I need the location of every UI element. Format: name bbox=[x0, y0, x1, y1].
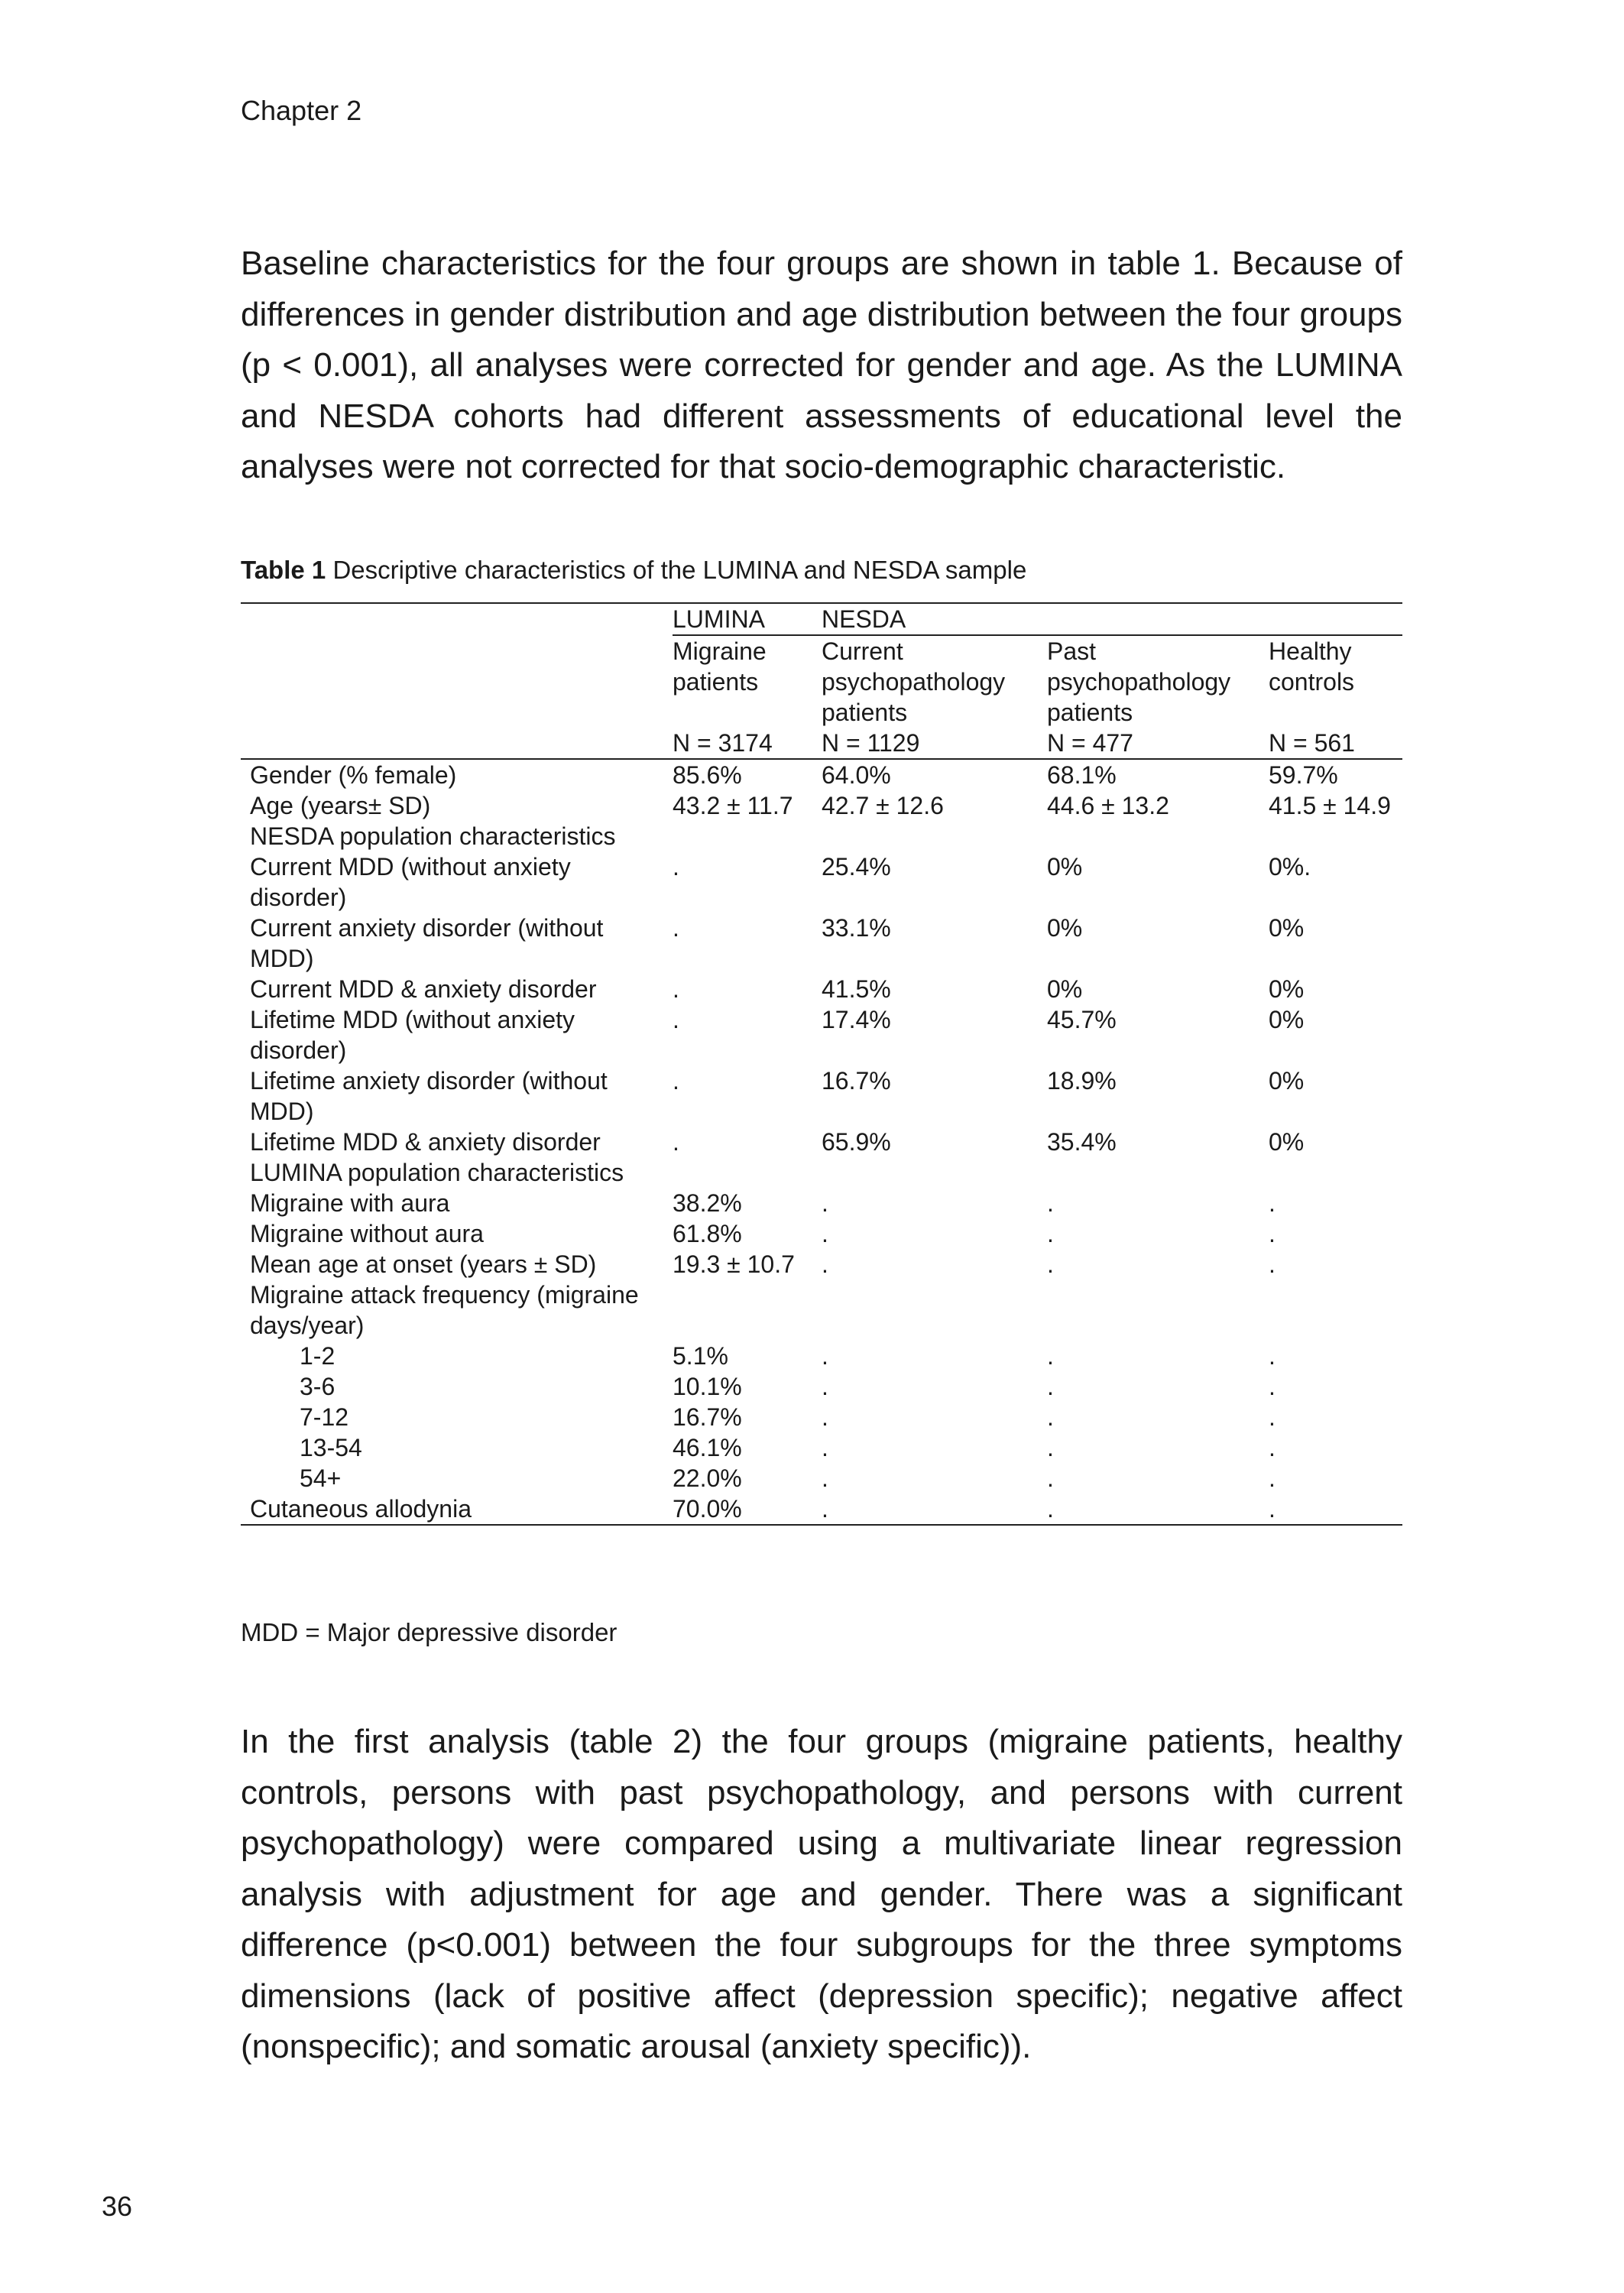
table-row bbox=[241, 974, 1402, 1004]
cell-value: 16.7% bbox=[822, 1067, 891, 1095]
table-row bbox=[241, 1004, 1402, 1065]
cohort-header-row bbox=[241, 603, 1402, 635]
row-label: Lifetime MDD & anxiety disorder bbox=[250, 1128, 601, 1156]
cell-value: 33.1% bbox=[822, 914, 891, 942]
group-header-row bbox=[241, 635, 1402, 728]
cell-value: . bbox=[822, 1250, 828, 1278]
cell-value: . bbox=[1047, 1403, 1054, 1431]
cell-value: . bbox=[1269, 1220, 1276, 1247]
cell-value: 41.5% bbox=[822, 975, 891, 1003]
cell-value: 59.7% bbox=[1269, 761, 1338, 789]
cell-value: . bbox=[1047, 1494, 1269, 1525]
cell-value: . bbox=[1047, 1342, 1054, 1370]
cell-value: . bbox=[1269, 1189, 1276, 1217]
cell-value: . bbox=[822, 1434, 828, 1461]
row-label: Migraine attack frequency (migraine days/year) bbox=[250, 1281, 639, 1339]
cell-value: 0% bbox=[1269, 1067, 1305, 1095]
cell-value: 0%. bbox=[1269, 853, 1311, 881]
cell-value: . bbox=[1269, 1403, 1276, 1431]
row-label: NESDA population characteristics bbox=[250, 822, 616, 850]
table-row bbox=[241, 1463, 1402, 1494]
table-row bbox=[241, 1249, 1402, 1279]
group-line: patients bbox=[822, 699, 908, 726]
cell-value: 41.5 ± 14.9 bbox=[1269, 792, 1391, 819]
cell-value: 46.1% bbox=[673, 1434, 742, 1461]
cell-value: . bbox=[1269, 1342, 1276, 1370]
cell-value: 38.2% bbox=[673, 1189, 742, 1217]
cell-value: . bbox=[1047, 1434, 1054, 1461]
row-label: Lifetime MDD (without anxiety disorder) bbox=[250, 1006, 575, 1064]
cell-value: . bbox=[822, 1403, 828, 1431]
table-caption-text: Descriptive characteristics of the LUMINA and NESDA sample bbox=[332, 556, 1027, 584]
row-label: Current MDD (without anxiety disorder) bbox=[250, 853, 571, 911]
cell-value: 61.8% bbox=[673, 1220, 742, 1247]
cell-value: . bbox=[822, 1494, 1047, 1525]
cell-value: 65.9% bbox=[822, 1128, 891, 1156]
group-line: controls bbox=[1269, 668, 1355, 696]
table-caption-label: Table 1 bbox=[241, 556, 326, 584]
cell-value: 10.1% bbox=[673, 1373, 742, 1400]
cell-value: . bbox=[822, 1464, 828, 1492]
table-row bbox=[241, 1341, 1402, 1371]
row-label: LUMINA population characteristics bbox=[250, 1159, 624, 1186]
cell-value: . bbox=[673, 1128, 679, 1156]
cell-value bbox=[673, 1279, 822, 1341]
cell-value: 22.0% bbox=[673, 1464, 742, 1492]
cell-value bbox=[822, 821, 1047, 851]
table-row bbox=[241, 851, 1402, 913]
cell-value: 64.0% bbox=[822, 761, 891, 789]
cell-value: 0% bbox=[1269, 975, 1305, 1003]
cell-value: 43.2 ± 11.7 bbox=[673, 792, 793, 819]
cell-value bbox=[1269, 821, 1402, 851]
table-footnote: MDD = Major depressive disorder bbox=[241, 1618, 618, 1646]
group-line: Current bbox=[822, 637, 903, 665]
cell-value: 70.0% bbox=[673, 1494, 822, 1525]
cell-value: 68.1% bbox=[1047, 761, 1117, 789]
cell-value: 35.4% bbox=[1047, 1128, 1117, 1156]
cell-value: . bbox=[822, 1373, 828, 1400]
table-row bbox=[241, 1218, 1402, 1249]
cell-value: 16.7% bbox=[673, 1403, 742, 1431]
group-line: patients bbox=[1047, 699, 1133, 726]
cell-value: . bbox=[1269, 1250, 1276, 1278]
cell-value: . bbox=[1047, 1373, 1054, 1400]
table-row bbox=[241, 759, 1402, 790]
row-label: Migraine without aura bbox=[250, 1220, 484, 1247]
table-row bbox=[241, 1371, 1402, 1402]
row-label: Cutaneous allodynia bbox=[241, 1494, 673, 1525]
cell-value bbox=[1047, 1279, 1269, 1341]
paragraph-first-analysis: In the first analysis (table 2) the four groups (migraine patients, healthy controls, persons with past psychopathology, and persons with current psychopathology) were compared using a multivariate linear regression analysis with adjustment for age and gender. There was a significant difference (p<0.001) between the four subgroups for the three symptoms dimensions (lack of positive affect (depression specific); negative affect (nonspecific); and somatic arousal (anxiety specific)). bbox=[241, 1723, 1402, 2065]
cell-value: . bbox=[1269, 1494, 1402, 1525]
group-line: psychopathology bbox=[822, 668, 1006, 696]
cell-value: 5.1% bbox=[673, 1342, 728, 1370]
sample-size: N = 477 bbox=[1047, 728, 1269, 759]
row-label: 1-2 bbox=[300, 1342, 335, 1370]
cell-value: . bbox=[673, 914, 679, 942]
cell-value: . bbox=[1047, 1464, 1054, 1492]
row-label: Age (years± SD) bbox=[250, 792, 431, 819]
running-head: Chapter 2 bbox=[241, 95, 362, 126]
table-row bbox=[241, 1188, 1402, 1218]
group-past-psychopathology bbox=[1047, 635, 1269, 728]
cell-value: . bbox=[1269, 1434, 1276, 1461]
group-line: psychopathology bbox=[1047, 668, 1231, 696]
row-label: 13-54 bbox=[300, 1434, 362, 1461]
cell-value: . bbox=[1047, 1189, 1054, 1217]
cell-value bbox=[1047, 821, 1269, 851]
cell-value: 45.7% bbox=[1047, 1006, 1117, 1033]
group-migraine-patients bbox=[673, 635, 822, 728]
cell-value: . bbox=[1047, 1250, 1054, 1278]
cell-value bbox=[1269, 1157, 1402, 1188]
cell-value bbox=[673, 1157, 822, 1188]
cell-value: 0% bbox=[1047, 975, 1083, 1003]
group-line: Migraine bbox=[673, 637, 767, 665]
table-row bbox=[241, 1157, 1402, 1188]
descriptive-table bbox=[241, 602, 1402, 1526]
cell-value: . bbox=[1269, 1464, 1276, 1492]
sample-size: N = 1129 bbox=[822, 728, 1047, 759]
cell-value bbox=[822, 1279, 1047, 1341]
cell-value: 17.4% bbox=[822, 1006, 891, 1033]
cell-value: 44.6 ± 13.2 bbox=[1047, 792, 1169, 819]
cell-value: . bbox=[673, 975, 679, 1003]
cell-value: 42.7 ± 12.6 bbox=[822, 792, 944, 819]
cell-value: 0% bbox=[1047, 914, 1083, 942]
group-line: Healthy bbox=[1269, 637, 1352, 665]
cell-value: . bbox=[1269, 1373, 1276, 1400]
row-label: Lifetime anxiety disorder (without MDD) bbox=[250, 1067, 608, 1125]
sample-size: N = 3174 bbox=[673, 728, 822, 759]
row-label: Gender (% female) bbox=[250, 761, 457, 789]
row-label: Migraine with aura bbox=[250, 1189, 450, 1217]
group-line: Past bbox=[1047, 637, 1097, 665]
table-row bbox=[241, 1127, 1402, 1157]
table-row bbox=[241, 1432, 1402, 1463]
cell-value: . bbox=[673, 1006, 679, 1033]
cell-value: 0% bbox=[1269, 1128, 1305, 1156]
cell-value bbox=[1269, 1279, 1402, 1341]
sample-size-row bbox=[241, 728, 1402, 759]
cell-value: . bbox=[673, 1067, 679, 1095]
table-row bbox=[241, 821, 1402, 851]
paragraph-baseline: Baseline characteristics for the four groups are shown in table 1. Because of differences in gender distribution and age distribution between the four groups (p < 0.001), all analyses were corrected for gender and age. As the LUMINA and NESDA cohorts had different assessments of educational level the analyses were not corrected for that socio-demographic characteristic. bbox=[241, 245, 1402, 485]
table-row bbox=[241, 1279, 1402, 1341]
table-row bbox=[241, 913, 1402, 974]
cell-value bbox=[1047, 1157, 1269, 1188]
cell-value: 0% bbox=[1047, 853, 1083, 881]
table-row bbox=[241, 1065, 1402, 1127]
cell-value bbox=[822, 1157, 1047, 1188]
row-label: 3-6 bbox=[300, 1373, 335, 1400]
cell-value: 18.9% bbox=[1047, 1067, 1117, 1095]
group-current-psychopathology bbox=[822, 635, 1047, 728]
group-line: patients bbox=[673, 668, 759, 696]
cell-value: . bbox=[822, 1342, 828, 1370]
table-row bbox=[241, 1402, 1402, 1432]
row-label: Current MDD & anxiety disorder bbox=[250, 975, 597, 1003]
cell-value: . bbox=[822, 1189, 828, 1217]
row-label: 7-12 bbox=[300, 1403, 349, 1431]
cell-value: 0% bbox=[1269, 1006, 1305, 1033]
group-healthy-controls bbox=[1269, 635, 1402, 728]
page-number: 36 bbox=[102, 2191, 133, 2222]
table-caption bbox=[241, 556, 1026, 585]
cell-value: 0% bbox=[1269, 914, 1305, 942]
table-row bbox=[241, 1494, 1402, 1525]
cell-value bbox=[673, 821, 822, 851]
cell-value: 19.3 ± 10.7 bbox=[673, 1250, 795, 1278]
cell-value: 85.6% bbox=[673, 761, 742, 789]
cell-value: 25.4% bbox=[822, 853, 891, 881]
cell-value: . bbox=[1047, 1220, 1054, 1247]
row-label: 54+ bbox=[300, 1464, 342, 1492]
cell-value: . bbox=[673, 853, 679, 881]
sample-size: N = 561 bbox=[1269, 728, 1402, 759]
cohort-lumina: LUMINA bbox=[673, 603, 822, 635]
row-label: Mean age at onset (years ± SD) bbox=[250, 1250, 597, 1278]
cell-value: . bbox=[822, 1220, 828, 1247]
cohort-nesda: NESDA bbox=[822, 603, 1402, 635]
table-body bbox=[241, 759, 1402, 1525]
row-label: Current anxiety disorder (without MDD) bbox=[250, 914, 604, 972]
table-row bbox=[241, 790, 1402, 821]
